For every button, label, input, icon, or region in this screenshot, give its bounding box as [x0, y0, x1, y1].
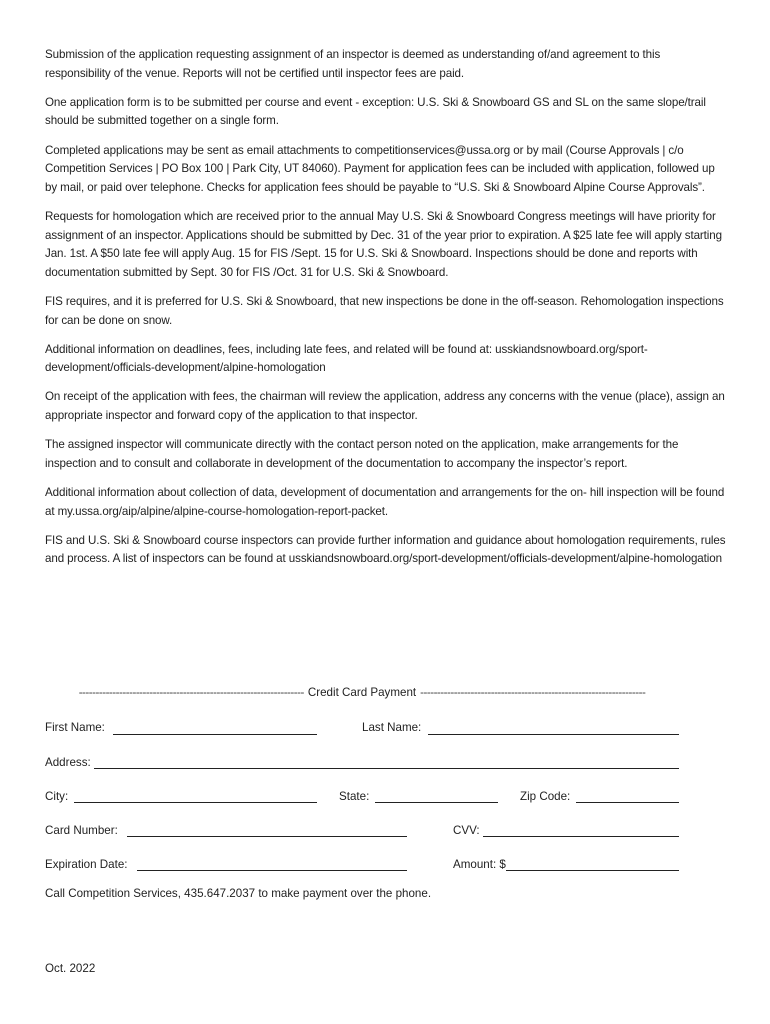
paragraph-inspector-communication: The assigned inspector will communicate directly with the contact person noted on the application, make arrangements for the inspection and to consult and collaborate in development of the documentation to accompany the inspector’s report. [45, 438, 679, 470]
zip-code-label: Zip Code: [520, 790, 571, 803]
amount-label: Amount: $ [453, 858, 506, 871]
address-label: Address: [45, 756, 91, 769]
paragraph-how-to-send: Completed applications may be sent as email attachments to competitionservices@ussa.org or by mail (Course Approvals | c/o Competition Services | PO Box 100 | Park City, UT 84060). Payment for application fees can be included with application, followed up by mail, or paid over telephone. Checks for application fees should be payable to “U.S. Ski & Snowboard Alpine Course Approvals”. [45, 143, 715, 194]
paragraph-data-collection-info: Additional information about collection of data, development of documentation and arrangements for the on- hill inspection will be found at my.ussa.org/aip/alpine/alpine-course-homologation-report-packet. [45, 486, 725, 518]
credit-card-section-title: Credit Card Payment [307, 686, 417, 699]
first-name-field[interactable] [113, 734, 317, 735]
instructions-text [45, 46, 727, 580]
expiration-date-field[interactable] [137, 870, 407, 871]
paragraph-chairman-review: On receipt of the application with fees, the chairman will review the application, address any concerns with the venue (place), assign an appropriate inspector and forward copy of the application to that inspector. [45, 390, 725, 423]
last-name-label: Last Name: [362, 721, 422, 734]
state-label: State: [339, 790, 370, 803]
zip-code-field[interactable] [576, 802, 679, 803]
card-number-field[interactable] [127, 836, 407, 837]
city-field[interactable] [74, 802, 317, 803]
first-name-label: First Name: [45, 721, 105, 734]
address-field[interactable] [94, 768, 679, 769]
divider-dashes-right: ------------------------------------------------------------------- [420, 686, 646, 699]
expiration-date-label: Expiration Date: [45, 858, 128, 871]
cvv-field[interactable] [483, 836, 679, 837]
divider-dashes-left: ------------------------------------------------------------------- [78, 686, 304, 699]
paragraph-inspector-list: FIS and U.S. Ski & Snowboard course inspectors can provide further information and guidance about homologation requirements, rules and process. A list of inspectors can be found at usskiandsnowboard.org/sport-development/officials-development/alpine-homologation [45, 533, 726, 566]
last-name-field[interactable] [428, 734, 679, 735]
cvv-label: CVV: [453, 824, 480, 837]
revision-date: Oct. 2022 [45, 962, 96, 975]
paragraph-deadlines-late-fees: Requests for homologation which are received prior to the annual May U.S. Ski & Snowboard Congress meetings will have priority for assignment of an inspector. Applications should be submitted by Dec. 31 of the year prior to expiration. A $25 late fee will apply starting Jan. 1st. A $50 late fee will apply Aug. 15 for FIS /Sept. 15 for U.S. Ski & Snowboard. Inspections should be done and reports with documentation submitted by Sept. 30 for FIS /Oct. 31 for U.S. Ski & Snowboard. [45, 209, 722, 279]
phone-payment-note: Call Competition Services, 435.647.2037 to make payment over the phone. [45, 887, 432, 900]
credit-card-section-divider [45, 684, 679, 702]
paragraph-additional-info-deadlines: Additional information on deadlines, fees, including late fees, and related will be found at: usskiandsnowboard.org/sport-development/officials-development/alpine-homologation [45, 342, 648, 375]
paragraph-submission-responsibility: Submission of the application requesting assignment of an inspector is deemed as understanding of/and agreement to this responsibility of the venue. Reports will not be certified until inspector fees are paid. [45, 48, 661, 80]
state-field[interactable] [375, 802, 498, 803]
paragraph-off-season-inspections: FIS requires, and it is preferred for U.S. Ski & Snowboard, that new inspections be done in the off-season. Rehomologation inspections for can be done on snow. [45, 294, 724, 327]
amount-field[interactable] [506, 870, 679, 871]
paragraph-one-form-per-course: One application form is to be submitted per course and event - exception: U.S. Ski & Snowboard GS and SL on the same slope/trail should be submitted together on a single form. [45, 95, 706, 128]
city-label: City: [45, 790, 69, 803]
card-number-label: Card Number: [45, 824, 118, 837]
